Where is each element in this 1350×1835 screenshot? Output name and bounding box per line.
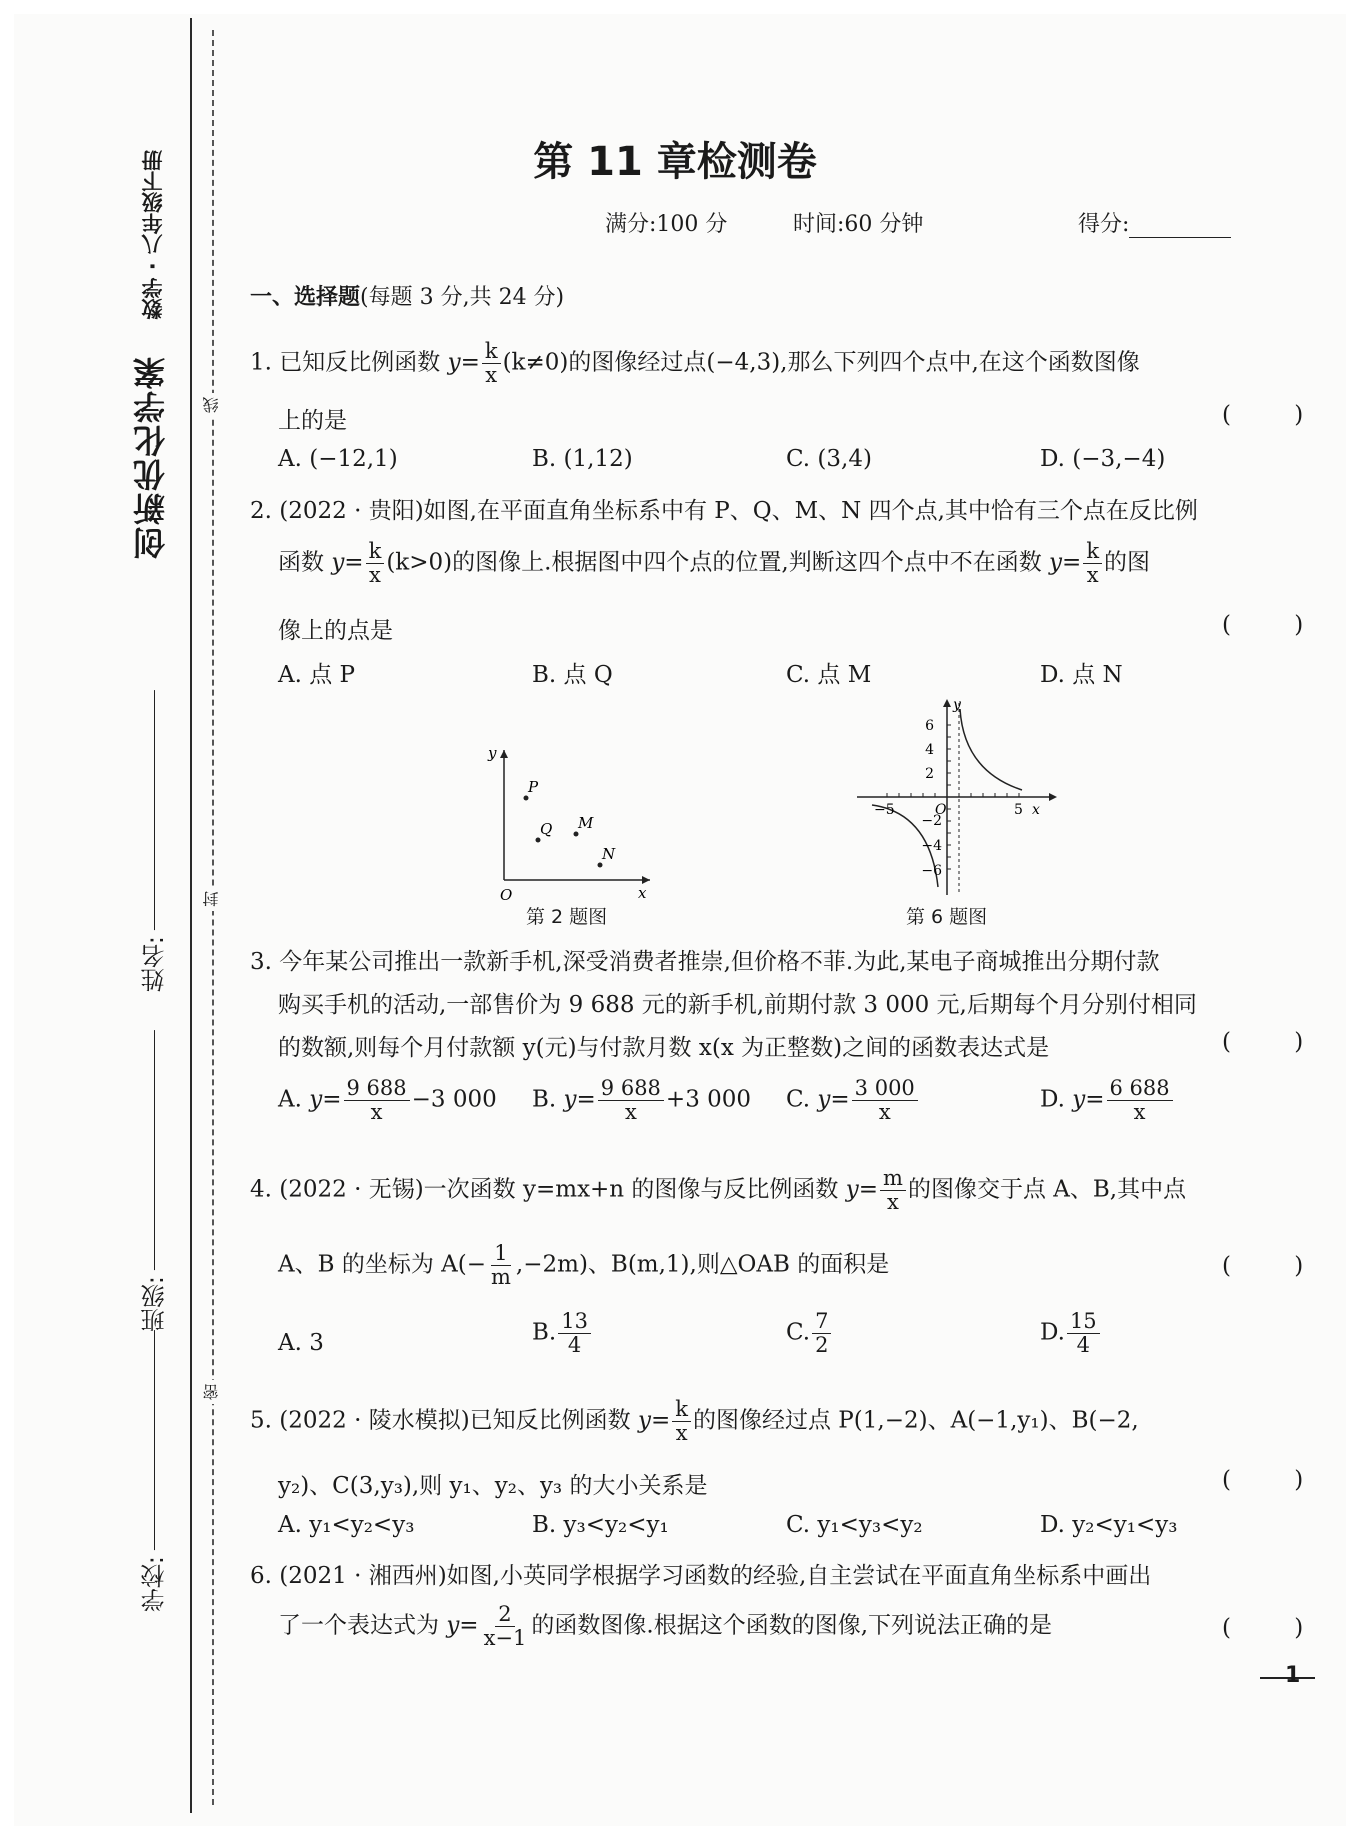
binding-line: [190, 18, 192, 1813]
question-6-line2: 了一个表达式为 y= $\frac{2}{x-1}$ 的函数图像.根据这个函数的图像,下列说法正确的是: [278, 1602, 1053, 1651]
name-field[interactable]: [137, 690, 172, 992]
y-tick-minus-6: −6: [921, 863, 942, 879]
subject-label: 数学 · 八年级下册: [141, 150, 165, 320]
class-field[interactable]: [137, 1030, 172, 1332]
point-n: [598, 863, 603, 868]
answer-paren-1[interactable]: ( ): [1222, 402, 1332, 428]
option-3b[interactable]: B. y= $\frac{9 688}{x}$ +3 000: [532, 1076, 752, 1125]
hyperbola-branch-right: [960, 709, 1022, 790]
y-axis-arrow-icon: [943, 699, 951, 707]
question-2-line2: 函数 y= $\frac{k}{x}$ (k>0)的图像上.根据图中四个点的位置,判断这四个点中不在函数 y= $\frac{k}{x}$ 的图: [278, 539, 1151, 588]
point-q: [536, 838, 541, 843]
figure-q6-caption: 第 6 题图: [906, 906, 988, 928]
option-5a[interactable]: A. y₁<y₂<y₃: [278, 1512, 415, 1538]
point-q-label: Q: [540, 820, 553, 838]
option-5c[interactable]: C. y₁<y₃<y₂: [786, 1512, 923, 1538]
score-field[interactable]: [1078, 207, 1231, 238]
answer-paren-5[interactable]: ( ): [1222, 1467, 1332, 1493]
x-tick-5: 5: [1014, 802, 1023, 818]
school-field[interactable]: [137, 1330, 172, 1612]
full-score: 满分:100 分: [605, 212, 728, 237]
question-4-line2: A、B 的坐标为 A(− $\frac{1}{m}$ ,−2m)、B(m,1),则△OAB 的面积是: [278, 1241, 890, 1290]
option-3d[interactable]: D. y= $\frac{6 688}{x}$: [1040, 1077, 1175, 1124]
page-number: 1: [1285, 1663, 1301, 1688]
point-m: [574, 832, 579, 837]
question-3-line1: 3. 今年某公司推出一款新手机,深受消费者推崇,但价格不菲.为此,某电子商城推出分期付款: [250, 949, 1160, 975]
point-p: [524, 796, 529, 801]
figure-q2-graph: [480, 740, 660, 910]
option-2a[interactable]: A. 点 P: [278, 662, 356, 688]
question-6-line1: 6. (2021 · 湘西州)如图,小英同学根据学习函数的经验,自主尝试在平面直角坐标系中画出: [250, 1563, 1152, 1589]
section-title: 一、选择题(每题 3 分,共 24 分): [250, 285, 565, 310]
score-label: 得分:: [1078, 212, 1130, 237]
option-2c[interactable]: C. 点 M: [786, 662, 872, 688]
option-5d[interactable]: D. y₂<y₁<y₃: [1040, 1512, 1178, 1538]
y-axis-label: y: [488, 744, 497, 762]
figure-q2-caption: 第 2 题图: [526, 906, 608, 928]
answer-paren-2[interactable]: ( ): [1222, 612, 1332, 638]
option-5b[interactable]: B. y₃<y₂<y₁: [532, 1512, 669, 1538]
origin-label: O: [935, 802, 947, 818]
option-1b[interactable]: B. (1,12): [532, 446, 633, 472]
option-3a[interactable]: A. y= $\frac{9 688}{x}$ −3 000: [278, 1076, 497, 1125]
option-2b[interactable]: B. 点 Q: [532, 662, 613, 688]
y-tick-4: 4: [925, 742, 934, 758]
cut-dashed-line: [212, 30, 214, 1805]
exam-time: 时间:60 分钟: [793, 212, 924, 237]
option-3c[interactable]: C. y= $\frac{3 000}{x}$: [786, 1077, 920, 1124]
question-3-line3: 的数额,则每个月付款额 y(元)与付款月数 x(x 为正整数)之间的函数表达式是: [278, 1035, 1050, 1061]
brand-logo-text: 创新优化学案: [132, 355, 170, 559]
option-4a[interactable]: A. 3: [278, 1330, 324, 1356]
x-axis-label: x: [638, 884, 647, 902]
name-label: 姓名:: [141, 936, 169, 993]
option-2d[interactable]: D. 点 N: [1040, 662, 1123, 688]
origin-label: O: [500, 886, 513, 904]
option-4d[interactable]: D. $\frac{15}{4}$: [1040, 1310, 1102, 1357]
option-1d[interactable]: D. (−3,−4): [1040, 446, 1166, 472]
question-4-line1: 4. (2022 · 无锡)一次函数 y=mx+n 的图像与反比例函数 y= $\frac{m}{x}$ 的图像交于点 A、B,其中点: [250, 1166, 1187, 1215]
y-tick-minus-2: −2: [921, 813, 942, 829]
answer-paren-3[interactable]: ( ): [1222, 1029, 1332, 1055]
answer-paren-4[interactable]: ( ): [1222, 1253, 1332, 1279]
point-n-label: N: [602, 845, 616, 863]
class-label: 班级:: [141, 1276, 169, 1333]
question-2-line1: 2. (2022 · 贵阳)如图,在平面直角坐标系中有 P、Q、M、N 四个点,其中恰有三个点在反比例: [250, 498, 1198, 524]
option-4b[interactable]: B. $\frac{13}{4}$: [532, 1310, 593, 1357]
y-tick-2: 2: [925, 766, 934, 782]
page-title: 第 11 章检测卷: [533, 139, 817, 185]
cut-mark-seal: 封: [200, 887, 223, 911]
answer-paren-6[interactable]: ( ): [1222, 1615, 1332, 1641]
y-axis-arrow-icon: [500, 750, 508, 758]
y-tick-minus-4: −4: [921, 838, 942, 854]
x-axis-arrow-icon: [642, 876, 650, 884]
point-m-label: M: [578, 814, 594, 832]
cut-mark-secret: 密: [200, 1380, 223, 1404]
school-label: 学校:: [141, 1556, 169, 1613]
question-2-line3: 像上的点是: [278, 618, 393, 644]
question-1-line1: 1. 已知反比例函数 y= $\frac{k}{x}$ (k≠0)的图像经过点(−4,3),那么下列四个点中,在这个函数图像: [250, 339, 1140, 388]
option-1a[interactable]: A. (−12,1): [278, 446, 398, 472]
option-4c[interactable]: C. $\frac{7}{2}$: [786, 1310, 833, 1357]
x-axis-arrow-icon: [1049, 793, 1057, 801]
point-p-label: P: [528, 778, 539, 796]
y-axis-label: y: [953, 697, 961, 713]
question-5-line1: 5. (2022 · 陵水模拟)已知反比例函数 y= $\frac{k}{x}$ 的图像经过点 P(1,−2)、A(−1,y₁)、B(−2,: [250, 1397, 1139, 1446]
y-tick-6: 6: [925, 718, 934, 734]
figure-q6-graph: [852, 695, 1062, 900]
question-5-line2: y₂)、C(3,y₃),则 y₁、y₂、y₃ 的大小关系是: [278, 1473, 708, 1499]
x-axis-label: x: [1032, 802, 1040, 818]
option-1c[interactable]: C. (3,4): [786, 446, 872, 472]
x-tick-minus-5: −5: [874, 802, 895, 818]
question-3-line2: 购买手机的活动,一部售价为 9 688 元的新手机,前期付款 3 000 元,后期每个月分别付相同: [278, 992, 1197, 1018]
question-1-line2: 上的是: [278, 408, 347, 434]
cut-mark-line: 线: [200, 393, 223, 417]
